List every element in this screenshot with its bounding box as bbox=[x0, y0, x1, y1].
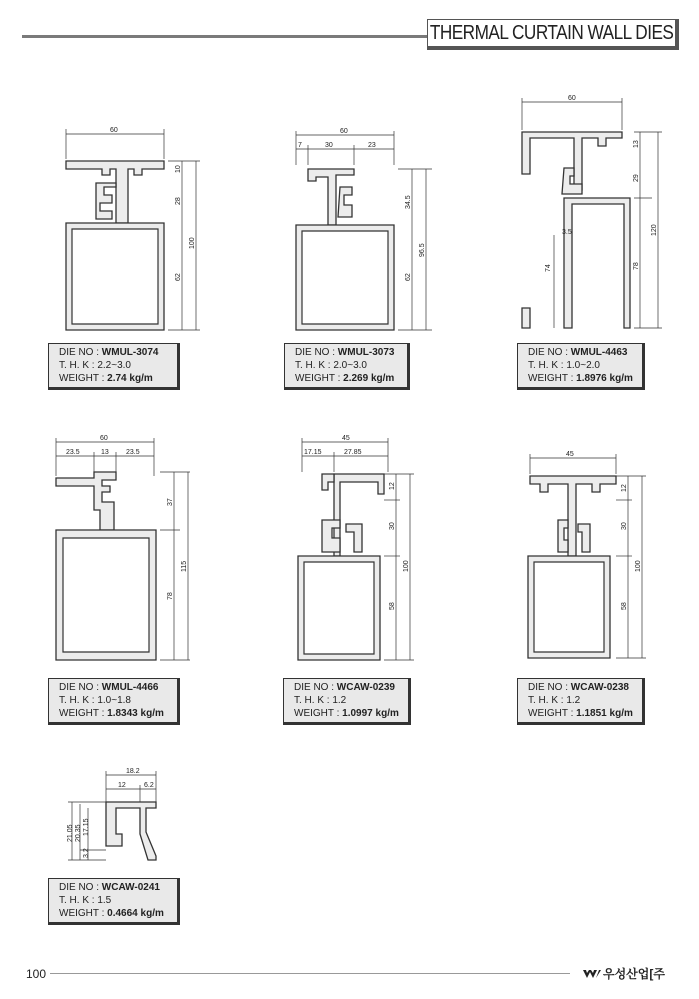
weight-line: WEIGHT : 1.8976 kg/m bbox=[528, 373, 633, 384]
die7-dim-h4: 3.2 bbox=[83, 848, 90, 858]
thk-value: 1.0~1.8 bbox=[97, 695, 131, 706]
die-no-line: DIE NO : WCAW-0238 bbox=[528, 682, 629, 693]
die3-dim-d1: 13 bbox=[633, 140, 640, 148]
die1-dim-total: 100 bbox=[189, 237, 196, 249]
die6-dim-width: 45 bbox=[566, 451, 574, 458]
die7-dim-h1: 21.05 bbox=[67, 824, 74, 842]
die-wmul-4463-drawing bbox=[512, 90, 672, 335]
wave-logo-icon bbox=[583, 969, 601, 979]
die-wmul-4466-info bbox=[48, 678, 180, 725]
company-logo bbox=[583, 965, 665, 982]
die-no-line: DIE NO : WCAW-0241 bbox=[59, 882, 160, 893]
die5-dim-total: 100 bbox=[403, 560, 410, 572]
die-wmul-3074-drawing bbox=[50, 125, 210, 335]
die5-dim-w2: 27.85 bbox=[344, 449, 362, 456]
die7-dim-h3: 17.15 bbox=[83, 818, 90, 836]
die1-dim-width: 60 bbox=[110, 127, 118, 134]
die3-dim-left: 74 bbox=[545, 264, 552, 272]
die3-dim-width: 60 bbox=[568, 95, 576, 102]
die-wcaw-0238-drawing bbox=[520, 440, 660, 665]
company-name: 우성산업[주 bbox=[603, 967, 665, 981]
die2-dim-w1: 7 bbox=[298, 142, 302, 149]
die-no: WMUL-3073 bbox=[337, 347, 395, 358]
weight-value: 1.1851 kg/m bbox=[576, 708, 633, 719]
die7-dim-h2: 20.35 bbox=[75, 824, 82, 842]
die-wcaw-0241-info bbox=[48, 878, 180, 925]
die4-dim-width: 60 bbox=[100, 435, 108, 442]
die-no: WMUL-3074 bbox=[101, 347, 159, 358]
die2-dim-total: 96.5 bbox=[419, 243, 426, 257]
die-no: WMUL-4466 bbox=[101, 682, 159, 693]
die-wcaw-0239-drawing bbox=[288, 432, 428, 667]
die-no: WCAW-0241 bbox=[101, 882, 160, 893]
die7-dim-width: 18.2 bbox=[126, 768, 140, 775]
die-no: WCAW-0239 bbox=[336, 682, 395, 693]
die3-dim-d3: 78 bbox=[633, 262, 640, 270]
thk-value: 1.0~2.0 bbox=[566, 360, 600, 371]
weight-value: 0.4664 kg/m bbox=[107, 908, 164, 919]
thk-line: T. H. K : 1.2 bbox=[528, 695, 581, 706]
die-no-line: DIE NO : WMUL-4463 bbox=[528, 347, 628, 358]
weight-line: WEIGHT : 2.74 kg/m bbox=[59, 373, 153, 384]
die-no-line: DIE NO : WCAW-0239 bbox=[294, 682, 395, 693]
die5-dim-d3: 58 bbox=[389, 602, 396, 610]
die1-dim-d1: 10 bbox=[175, 165, 182, 173]
die4-dim-d1: 37 bbox=[167, 498, 174, 506]
die5-dim-width: 45 bbox=[342, 435, 350, 442]
weight-line: WEIGHT : 1.8343 kg/m bbox=[59, 708, 164, 719]
weight-line: WEIGHT : 0.4664 kg/m bbox=[59, 908, 164, 919]
die-no: WCAW-0238 bbox=[570, 682, 629, 693]
die2-dim-d1: 34.5 bbox=[405, 195, 412, 209]
die-wmul-3074-info bbox=[48, 343, 180, 390]
weight-value: 1.0997 kg/m bbox=[342, 708, 399, 719]
die4-dim-w2: 13 bbox=[101, 449, 109, 456]
die-wcaw-0241-drawing bbox=[50, 762, 180, 872]
weight-value: 2.269 kg/m bbox=[343, 373, 395, 384]
die-no-line: DIE NO : WMUL-3073 bbox=[295, 347, 395, 358]
thk-value: 1.2 bbox=[332, 695, 347, 706]
page-title: THERMAL CURTAIN WALL DIES bbox=[429, 21, 674, 44]
die3-dim-small: 3.5 bbox=[562, 229, 572, 236]
die2-dim-d2: 62 bbox=[405, 273, 412, 281]
die3-dim-total: 120 bbox=[651, 224, 658, 236]
die7-dim-w1: 12 bbox=[118, 782, 126, 789]
die-wmul-4466-drawing bbox=[40, 432, 200, 667]
die2-dim-w2: 30 bbox=[325, 142, 333, 149]
die6-dim-total: 100 bbox=[635, 560, 642, 572]
die5-dim-d1: 12 bbox=[389, 482, 396, 490]
die-wcaw-0239-info bbox=[283, 678, 411, 725]
weight-line: WEIGHT : 1.1851 kg/m bbox=[528, 708, 633, 719]
die5-dim-w1: 17.15 bbox=[304, 449, 322, 456]
thk-value: 1.5 bbox=[97, 895, 112, 906]
die-wmul-3073-info bbox=[284, 343, 410, 390]
thk-line: T. H. K : 2.0~3.0 bbox=[295, 360, 367, 371]
thk-value: 2.2~3.0 bbox=[97, 360, 131, 371]
die1-dim-d3: 62 bbox=[175, 273, 182, 281]
weight-value: 1.8343 kg/m bbox=[107, 708, 164, 719]
die3-dim-d2: 29 bbox=[633, 174, 640, 182]
die-no-line: DIE NO : WMUL-3074 bbox=[59, 347, 159, 358]
weight-value: 1.8976 kg/m bbox=[576, 373, 633, 384]
die6-dim-d3: 58 bbox=[621, 602, 628, 610]
weight-value: 2.74 kg/m bbox=[107, 373, 153, 384]
thk-line: T. H. K : 1.2 bbox=[294, 695, 347, 706]
thk-value: 1.2 bbox=[566, 695, 581, 706]
die-no-line: DIE NO : WMUL-4466 bbox=[59, 682, 159, 693]
die4-dim-total: 115 bbox=[181, 560, 188, 572]
die-wmul-3073-drawing bbox=[280, 125, 440, 335]
die4-dim-w3: 23.5 bbox=[126, 449, 140, 456]
header-rule bbox=[22, 35, 427, 38]
thk-line: T. H. K : 1.5 bbox=[59, 895, 112, 906]
die6-dim-d2: 30 bbox=[621, 522, 628, 530]
die2-dim-w3: 23 bbox=[368, 142, 376, 149]
die-no: WMUL-4463 bbox=[570, 347, 628, 358]
thk-line: T. H. K : 2.2~3.0 bbox=[59, 360, 131, 371]
footer-rule bbox=[50, 973, 570, 974]
weight-line: WEIGHT : 2.269 kg/m bbox=[295, 373, 395, 384]
die4-dim-d2: 78 bbox=[167, 592, 174, 600]
die7-dim-w2: 6.2 bbox=[144, 782, 154, 789]
thk-line: T. H. K : 1.0~2.0 bbox=[528, 360, 600, 371]
die2-dim-width: 60 bbox=[340, 128, 348, 135]
die-wcaw-0238-info bbox=[517, 678, 645, 725]
thk-value: 2.0~3.0 bbox=[333, 360, 367, 371]
die5-dim-d2: 30 bbox=[389, 522, 396, 530]
header-title-box bbox=[427, 19, 679, 50]
die4-dim-w1: 23.5 bbox=[66, 449, 80, 456]
weight-line: WEIGHT : 1.0997 kg/m bbox=[294, 708, 399, 719]
page-number: 100 bbox=[26, 967, 47, 981]
die6-dim-d1: 12 bbox=[621, 484, 628, 492]
thk-line: T. H. K : 1.0~1.8 bbox=[59, 695, 131, 706]
die-wmul-4463-info bbox=[517, 343, 645, 390]
die1-dim-d2: 28 bbox=[175, 197, 182, 205]
